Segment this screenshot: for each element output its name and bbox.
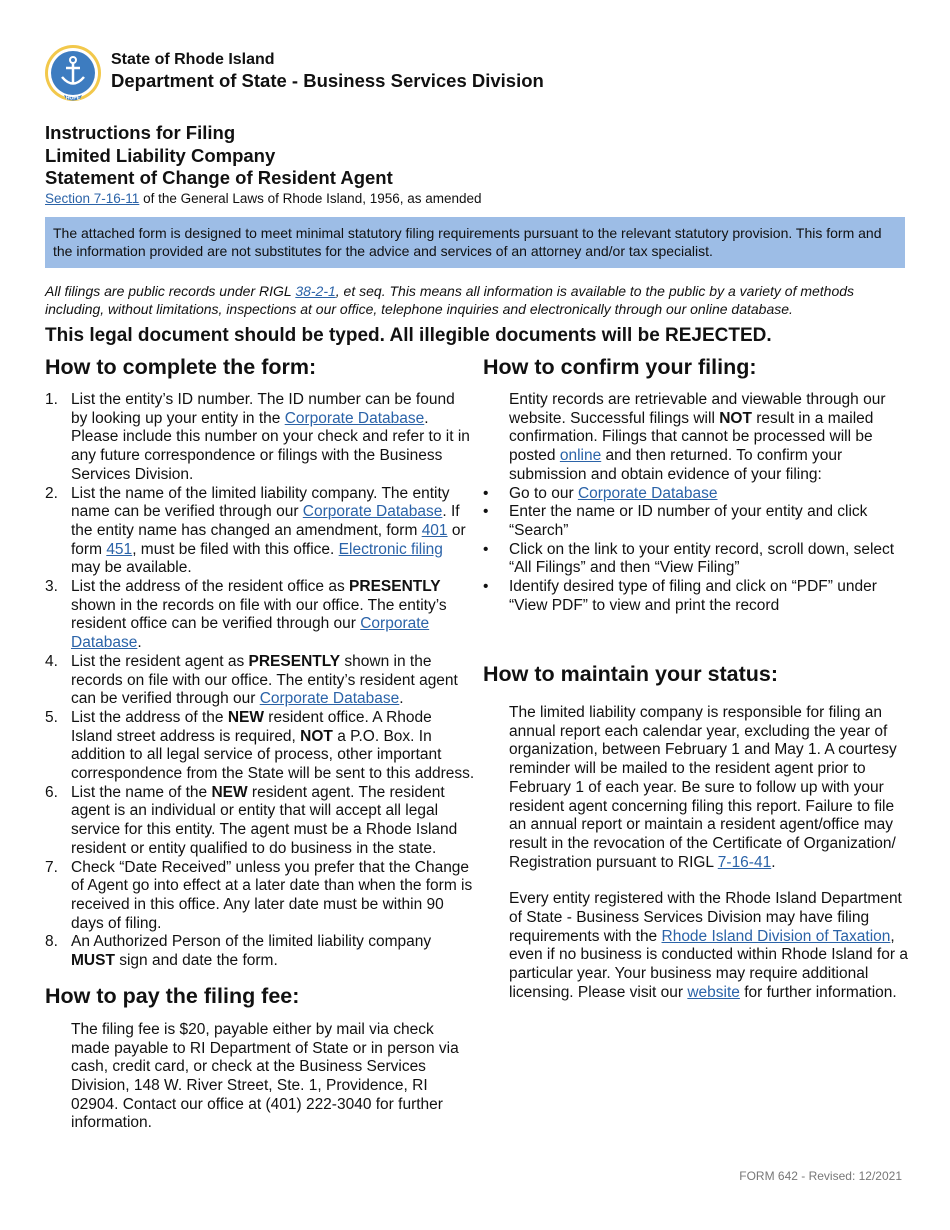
maintain-status-text: The limited liability company is responsible for filing an annual report each calendar year, excluding the year of organization, between February 1 and May 1. A courtesy reminder will be mailed to the resident agent prior to February 1 of each year. Be sure to follow up with your resident agent concerning filing this report. Failure to file an annual report or maintain a resident agent/office may result in the revocation of the Certificate of Organization/ Registration pursuant to RIGL 7-16-41. bbox=[509, 704, 897, 871]
step-item: 3. List the address of the resident office as PRESENTLY shown in the records on file with our office. The entity’s resident office can be verified through our Corporate Database. bbox=[45, 578, 447, 652]
public-records-notice: All filings are public records under RIGL 38-2-1, et seq. This means all information is available to the public by a variety of methods including, without limitations, inspections at our office, telephone inquiries and electronically through our online database. bbox=[45, 283, 855, 317]
step-item: 8. An Authorized Person of the limited liability company MUST sign and date the form. bbox=[45, 933, 432, 970]
document-title bbox=[45, 122, 905, 208]
step-item: 1. List the entity’s ID number. The ID number can be found by looking up your entity in the Corporate Database. Please include this number on your check and refer to it in any future correspondence or filings with the Business Services Division. bbox=[45, 391, 470, 483]
title-line-2: Limited Liability Company bbox=[45, 144, 276, 166]
complete-form-heading: How to complete the form: bbox=[45, 355, 317, 379]
pay-fee-text: The filing fee is $20, payable either by mail via check made payable to RI Department of State or in person via cash, credit card, or check at the Business Services Division, 148 W. River Street, Ste. 1, Providence, RI 02904. Contact our office at (401) 222-3040 for further information. bbox=[71, 1020, 459, 1132]
maintain-status-heading: How to maintain your status: bbox=[483, 662, 779, 686]
corporate-database-link[interactable]: Corporate Database bbox=[71, 615, 430, 652]
step-item: 2. List the name of the limited liability company. The entity name can be verified through our Corporate Database. If the entity name has changed an amendment, form 401 or form 451, must be filed with this office. Electronic filing may be available. bbox=[45, 484, 466, 577]
list-item: • Go to our Corporate Database bbox=[483, 484, 718, 502]
page-header bbox=[44, 42, 904, 102]
step-item: 4. List the resident agent as PRESENTLY shown in the records on file with our office. The entity’s resident agent can be verified through our Corporate Database. bbox=[45, 652, 458, 708]
form-401-link[interactable]: 401 bbox=[421, 521, 448, 539]
corporate-database-link[interactable]: Corporate Database bbox=[284, 409, 425, 427]
corporate-database-link[interactable]: Corporate Database bbox=[259, 690, 400, 708]
title-line-3: Statement of Change of Resident Agent bbox=[45, 167, 393, 188]
rigl-7-16-41-link[interactable]: 7-16-41 bbox=[717, 853, 772, 871]
seal-word: HOPE bbox=[65, 95, 81, 102]
disclaimer-notice: The attached form is designed to meet minimal statutory filing requirements pursuant to the relevant statutory provision. This form and the information provided are not substitutes for the advice and services of an attorney and/or tax specialist. bbox=[45, 217, 905, 268]
section-reference bbox=[45, 190, 905, 208]
instruction-steps bbox=[45, 391, 475, 971]
confirm-filing-text: Entity records are retrievable and viewable through our website. Successful filings will NOT result in a mailed confirmation. Filings that cannot be processed will be posted online and then returned. To confirm your submission and obtain evidence of your filing: bbox=[509, 391, 886, 483]
list-item: • Identify desired type of filing and click on “PDF” under “View PDF” to view and print the record bbox=[483, 578, 877, 614]
rigl-38-2-1-link[interactable]: 38-2-1 bbox=[295, 283, 336, 299]
taxation-text: Every entity registered with the Rhode Island Department of State - Business Services Division may have filing requirements with the Rhode Island Division of Taxation, even if no business is conducted within Rhode Island for a particular year. Your business may require additional licensing. Please visit our website for further information. bbox=[509, 890, 908, 1001]
electronic-filing-link[interactable]: Electronic filing bbox=[338, 540, 443, 558]
corporate-database-link[interactable]: Corporate Database bbox=[302, 503, 443, 521]
confirm-filing-section bbox=[483, 354, 908, 615]
confirm-filing-heading: How to confirm your filing: bbox=[483, 355, 757, 379]
anchor-seal-icon bbox=[44, 44, 102, 102]
section-reference-text: of the General Laws of Rhode Island, 1956, as amended bbox=[139, 190, 482, 206]
complete-form-section bbox=[45, 354, 475, 1133]
step-item: 5. List the address of the NEW resident office. A Rhode Island street address is required, NOT a P.O. Box. In addition to all legal service of process, other important correspondence from the State will be sent to this address. bbox=[45, 708, 475, 783]
confirm-steps-list bbox=[483, 485, 908, 616]
division-of-taxation-link[interactable]: Rhode Island Division of Taxation bbox=[661, 927, 891, 945]
list-item: • Enter the name or ID number of your entity and click “Search” bbox=[483, 503, 868, 539]
form-revision-footer: FORM 642 - Revised: 12/2021 bbox=[739, 1169, 902, 1183]
online-link[interactable]: online bbox=[559, 447, 602, 465]
step-item: 6. List the name of the NEW resident agent. The resident agent is an individual or entity that will accept all legal service for this entity. The agent must be a Rhode Island resident or entity qualified to do business in the state. bbox=[45, 783, 458, 857]
section-7-16-11-link[interactable]: Section 7-16-11 bbox=[45, 190, 140, 206]
pay-fee-heading: How to pay the filing fee: bbox=[45, 983, 300, 1008]
state-name: State of Rhode Island bbox=[111, 51, 275, 68]
title-line-1: Instructions for Filing bbox=[45, 122, 236, 143]
maintain-status-section bbox=[483, 661, 908, 1003]
step-item: 7. Check “Date Received” unless you prefer that the Change of Agent go into effect at a later date than when the form is received in this office. Any later date must be within 90 days of filing. bbox=[45, 858, 473, 932]
list-item: • Click on the link to your entity record, scroll down, select “All Filings” and then “View Filing” bbox=[483, 540, 895, 577]
website-link[interactable]: website bbox=[687, 983, 740, 1001]
form-451-link[interactable]: 451 bbox=[106, 540, 133, 558]
corporate-database-link[interactable]: Corporate Database bbox=[577, 484, 718, 502]
legal-document-warning: This legal document should be typed. All illegible documents will be REJECTED. bbox=[45, 325, 772, 346]
department-name: Department of State - Business Services Division bbox=[111, 70, 544, 91]
